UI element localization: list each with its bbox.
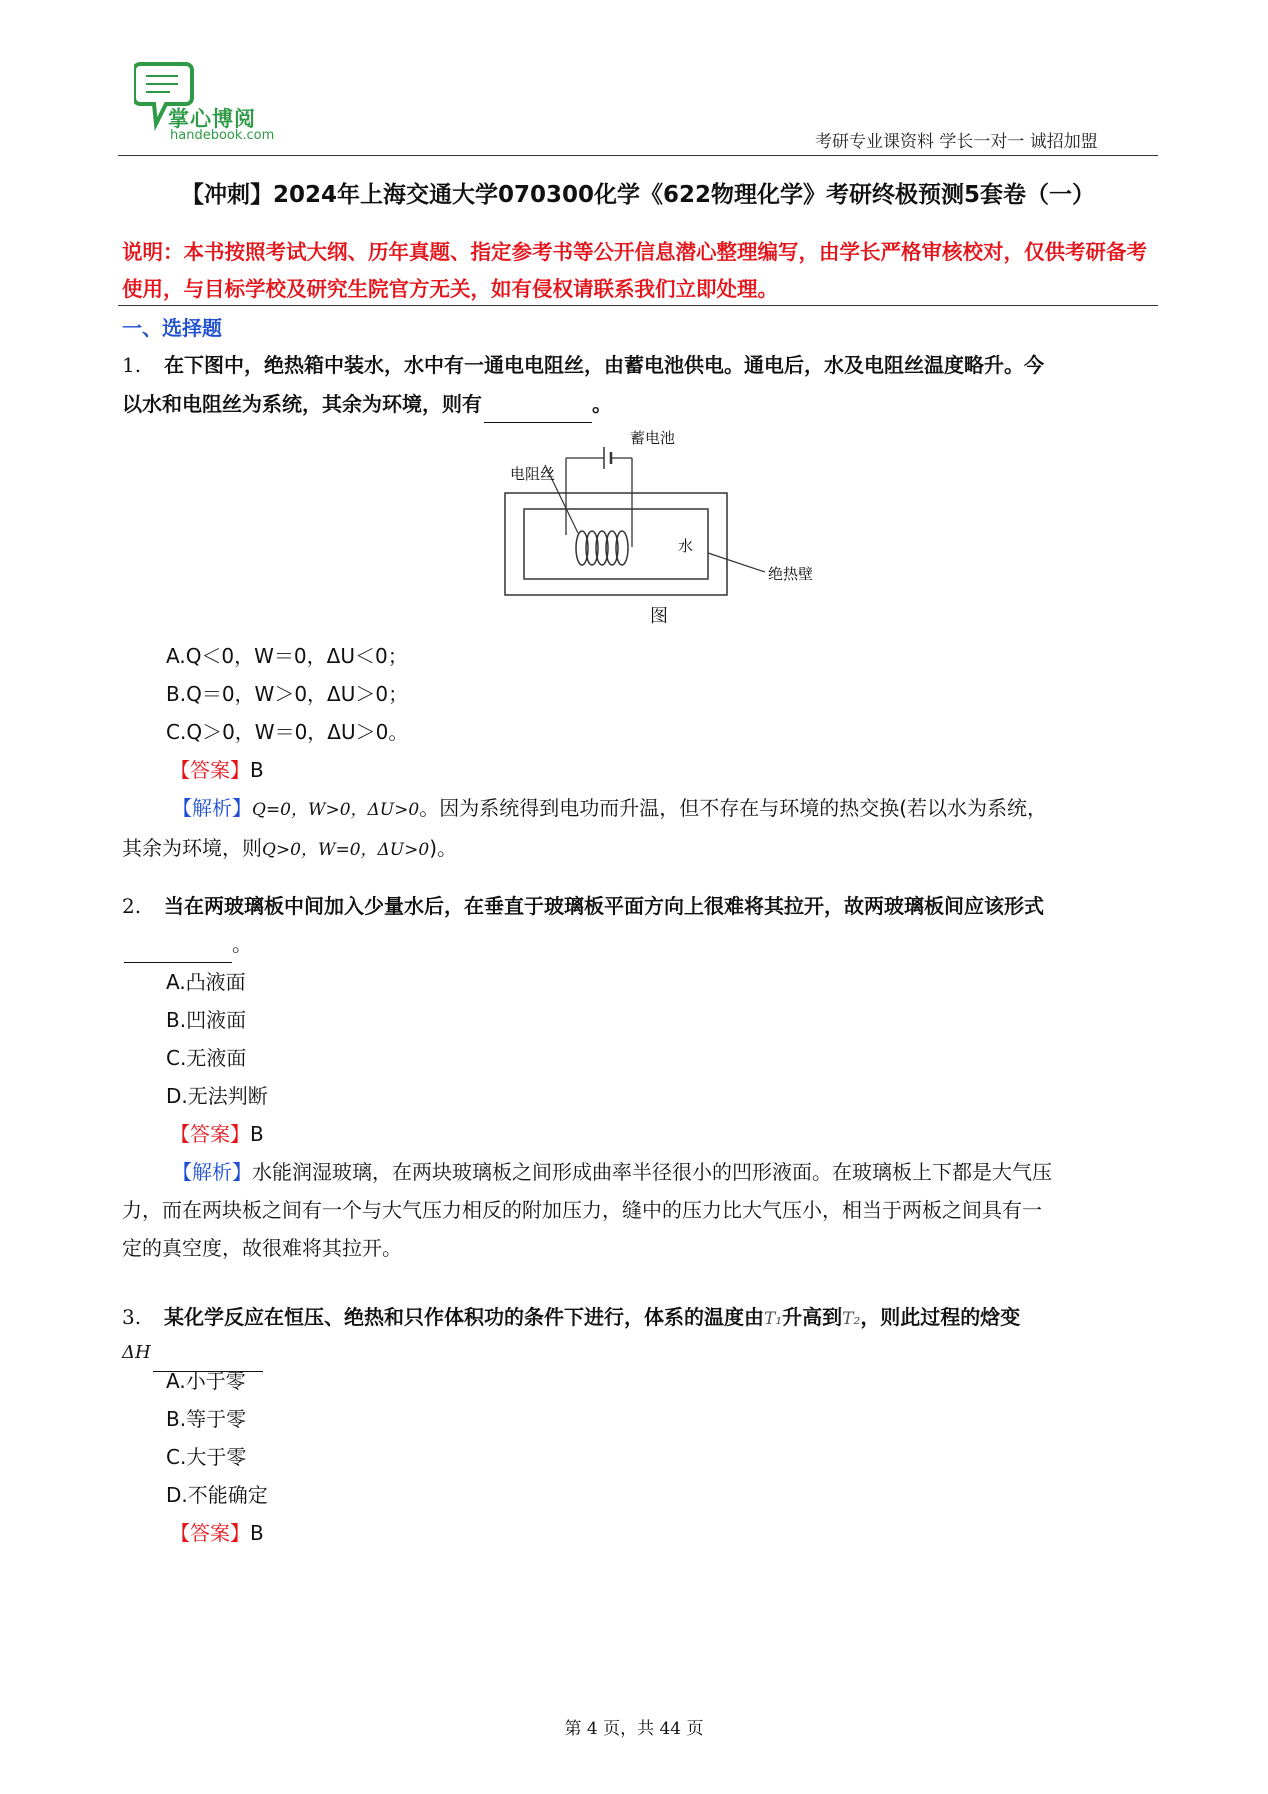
question-1-option-a: A.Q＜0，W＝0，ΔU＜0； [166, 644, 408, 668]
enthalpy-change: ΔH [122, 1342, 151, 1363]
question-3-option-d: D.不能确定 [166, 1483, 268, 1507]
explanation-end: )。 [429, 836, 458, 860]
question-3-option-b: B.等于零 [166, 1407, 247, 1431]
brand-name: 掌心博阅 [168, 107, 256, 131]
section-title: 一、选择题 [122, 316, 222, 340]
brand-url: handebook.com [170, 128, 275, 143]
question-3-option-a: A.小于零 [166, 1369, 246, 1393]
question-3-stem-part2: 升高到 [782, 1305, 843, 1329]
question-1-stem [122, 346, 1162, 384]
water-label: 水 [678, 537, 694, 555]
answer-blank [124, 938, 232, 963]
header-rule [118, 155, 1158, 156]
question-2-option-c: C.无液面 [166, 1046, 247, 1070]
answer-value: B [250, 1122, 264, 1146]
question-2-stem-cont [122, 925, 1162, 963]
answer-tag: 【答案】 [170, 1122, 250, 1146]
explanation-text: 水能润湿玻璃，在两块玻璃板之间形成曲率半径很小的凹形液面。在玻璃板上下都是大气压 [252, 1160, 1052, 1184]
question-1-stem-line2: 以水和电阻丝为系统，其余为环境，则有 [122, 392, 482, 416]
resistor-label: 电阻丝 [510, 465, 556, 483]
question-2-option-a: A.凸液面 [166, 970, 246, 994]
answer-tag: 【答案】 [170, 758, 250, 782]
notice-text: 说明：本书按照考试大纲、历年真题、指定参考书等公开信息潜心整理编写，由学长严格审核校对，仅供考研备考使用，与目标学校及研究生院官方无关，如有侵权请联系我们立即处理。 [122, 240, 1147, 301]
page-title: 【冲刺】2024年上海交通大学070300化学《622物理化学》考研终极预测5套卷（一） [180, 182, 1096, 208]
explanation-tag: 【解析】 [172, 796, 252, 820]
question-3-stem-part1: 某化学反应在恒压、绝热和只作体积功的条件下进行，体系的温度由 [164, 1305, 764, 1329]
question-1-stem-cont [122, 385, 1162, 423]
insulated-box-diagram [500, 425, 820, 625]
explanation-text-2: 其余为环境，则 [122, 836, 262, 860]
question-2-explanation [122, 1153, 1162, 1267]
explanation-text-2: 力，而在两块板之间有一个与大气压力相反的附加压力，缝中的压力比大气压小，相当于两板之间具有一 [122, 1198, 1042, 1222]
question-2-option-b: B.凹液面 [166, 1008, 247, 1032]
answer-tag: 【答案】 [170, 1521, 250, 1545]
question-1-stem-end: 。 [592, 392, 612, 416]
question-1-answer [170, 751, 264, 789]
question-3-option-c: C.大于零 [166, 1445, 247, 1469]
question-1-option-b: B.Q＝0，W＞0，ΔU＞0； [166, 682, 409, 706]
answer-blank [484, 398, 592, 423]
temperature-t1: T₁ [764, 1309, 783, 1329]
explanation-tag: 【解析】 [172, 1160, 252, 1184]
explanation-math: Q=0，W>0，ΔU>0 [252, 800, 420, 820]
question-1-explanation [122, 789, 1162, 869]
wall-label: 绝热壁 [768, 565, 814, 583]
explanation-text: 。因为系统得到电功而升温，但不存在与环境的热交换(若以水为系统， [419, 796, 1048, 820]
page-footer: 第 4 页，共 44 页 [564, 1719, 704, 1739]
question-3-stem-cont [122, 1332, 1162, 1372]
header-slogan: 考研专业课资料 学长一对一 诚招加盟 [815, 132, 1098, 152]
explanation-math-2: Q>0，W=0，ΔU>0 [262, 840, 430, 860]
battery-label: 蓄电池 [630, 429, 676, 447]
question-3-answer [170, 1514, 264, 1552]
question-2-answer [170, 1115, 264, 1153]
question-1-figure [500, 425, 820, 625]
question-2-stem [122, 887, 1162, 925]
question-2-option-d: D.无法判断 [166, 1084, 268, 1108]
temperature-t2: T₂ [842, 1309, 861, 1329]
question-1-option-c: C.Q＞0，W＝0，ΔU＞0。 [166, 720, 409, 744]
question-2-stem-end: 。 [232, 932, 252, 956]
question-3-number: 3. [122, 1305, 142, 1329]
question-3-stem-part3: ，则此过程的焓变 [860, 1305, 1021, 1329]
question-1-stem-line1: 在下图中，绝热箱中装水，水中有一通电电阻丝，由蓄电池供电。通电后，水及电阻丝温度略升。今 [164, 353, 1044, 377]
figure-caption: 图 [650, 606, 668, 627]
question-2-number: 2. [122, 894, 142, 918]
section-rule [118, 305, 1158, 306]
question-1-number: 1. [122, 353, 142, 377]
explanation-text-3: 定的真空度，故很难将其拉开。 [122, 1236, 402, 1260]
answer-value: B [250, 1521, 264, 1545]
answer-value: B [250, 758, 264, 782]
question-2-stem-line1: 当在两玻璃板中间加入少量水后，在垂直于玻璃板平面方向上很难将其拉开，故两玻璃板间应该形式 [164, 894, 1044, 918]
